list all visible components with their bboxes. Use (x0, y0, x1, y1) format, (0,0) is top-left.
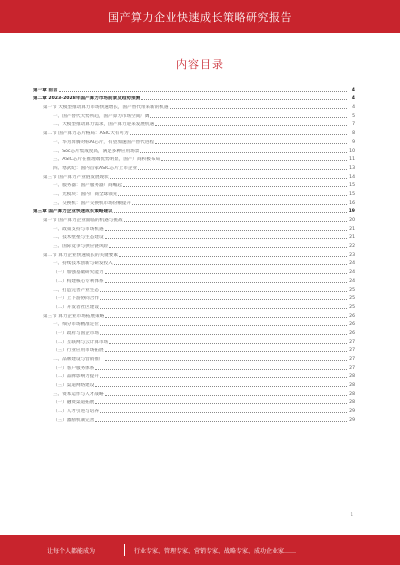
footer-bar (0, 535, 400, 565)
toc-entry-page: 15 (349, 191, 355, 197)
toc-leader-dots (123, 186, 347, 187)
toc-entry[interactable] (33, 319, 355, 328)
table-of-contents (33, 84, 355, 516)
toc-entry-title: 第二章 2023-2028年国产算力市场前景及趋势预测 (33, 96, 141, 102)
toc-entry[interactable] (33, 388, 355, 397)
toc-leader-dots (118, 195, 347, 196)
toc-entry-page: 24 (349, 261, 355, 267)
toc-entry-title: 三、国际竞争与供应链风险 (53, 244, 109, 250)
toc-entry[interactable] (33, 223, 355, 232)
toc-entry[interactable] (33, 171, 355, 180)
toc-leader-dots (170, 108, 348, 109)
toc-entry-title: （二）开发者社区建设 (53, 304, 99, 310)
toc-leader-dots (109, 343, 347, 344)
toc-leader-dots (100, 412, 347, 413)
toc-entry-page: 22 (349, 244, 355, 250)
toc-entry[interactable] (33, 249, 355, 258)
toc-entry-page: 4 (351, 96, 355, 102)
toc-entry-title: 第一章 前言 (33, 87, 58, 93)
toc-entry-title: 二、Soc芯片集成度高，满足多种应用场景 (53, 148, 140, 154)
toc-entry-title: 第一节 国产算力企业面临的机遇与挑战 (43, 218, 123, 223)
toc-entry[interactable] (33, 371, 355, 380)
toc-entry[interactable] (33, 84, 355, 93)
toc-leader-dots (59, 91, 347, 92)
toc-entry-page: 27 (349, 348, 355, 354)
toc-entry-title: 第一节 大模型推动算力市场快速增长，国产替代带来新的机遇 (43, 105, 169, 111)
toc-entry-title: 第二节 国产算力芯片格局：ASIC大有可为 (43, 131, 129, 137)
toc-entry[interactable] (33, 284, 355, 293)
toc-entry-page: 11 (349, 157, 355, 163)
toc-entry-page: 25 (349, 304, 355, 310)
toc-entry-page: 20 (349, 218, 355, 223)
toc-entry-page: 21 (349, 235, 355, 241)
toc-entry-title: 一、持续技术创新与研发投入 (53, 261, 113, 267)
toc-entry-page: 7 (352, 122, 355, 128)
toc-entry-title: （三）激励机制完善 (53, 417, 95, 423)
toc-entry-page: 8 (352, 131, 355, 137)
toc-leader-dots (124, 221, 347, 222)
toc-leader-dots (132, 204, 347, 205)
report-header-bar (0, 0, 400, 33)
toc-leader-dots (140, 152, 347, 153)
toc-entry-title: 三、交换机：国产交换机市场份额提升 (53, 200, 132, 206)
toc-entry-title: 一、国产替代大势所趋，国产算力市场空间广阔 (53, 113, 150, 119)
toc-leader-dots (100, 299, 347, 300)
toc-entry[interactable] (33, 214, 355, 223)
toc-entry[interactable] (33, 301, 355, 310)
toc-entry-title: 二、大模型推动算力需求，国产算力迎来发展机遇 (53, 122, 155, 128)
toc-leader-dots (105, 238, 347, 239)
toc-leader-dots (105, 282, 347, 283)
toc-entry[interactable] (33, 145, 355, 154)
toc-entry[interactable] (33, 414, 355, 423)
toc-entry[interactable] (33, 310, 355, 319)
toc-entry-page: 27 (349, 339, 355, 345)
toc-leader-dots (95, 386, 347, 387)
page-number: 1 (350, 512, 353, 517)
toc-entry-title: （二）构建核心专利体系 (53, 278, 104, 284)
toc-leader-dots (105, 360, 347, 361)
toc-entry-page: 27 (349, 365, 355, 371)
toc-entry[interactable] (33, 136, 355, 145)
toc-entry[interactable] (33, 206, 355, 215)
toc-leader-dots (105, 230, 347, 231)
toc-entry-title: （一）加强基础研究能力 (53, 270, 104, 276)
toc-leader-dots (100, 334, 347, 335)
footer-divider (124, 544, 125, 556)
toc-leader-dots (100, 308, 347, 309)
toc-leader-dots (155, 125, 347, 126)
toc-entry-title: 第三章 国产算力企业快速成长策略建议 (33, 209, 113, 215)
toc-entry-page: 27 (349, 357, 355, 362)
toc-entry-title: （二）互联网与云计算市场 (53, 339, 109, 345)
toc-leader-dots (155, 143, 347, 144)
toc-entry-title: 二、光模块：国内厂商全球领先 (53, 191, 118, 197)
toc-leader-dots (119, 256, 347, 257)
toc-leader-dots (95, 403, 347, 404)
toc-entry-page: 25 (349, 287, 355, 293)
toc-entry-page: 14 (349, 174, 355, 180)
toc-entry-title: （一）融资渠道拓展 (53, 400, 95, 406)
toc-leader-dots (114, 264, 347, 265)
toc-entry[interactable] (33, 397, 355, 406)
toc-entry-page: 29 (349, 417, 355, 423)
toc-entry[interactable] (33, 379, 355, 388)
toc-leader-dots (95, 369, 347, 370)
toc-entry[interactable] (33, 93, 355, 102)
toc-entry[interactable] (33, 119, 355, 128)
toc-entry-title: （一）客户服务体系 (53, 365, 95, 371)
toc-entry-title: （三）行业应用市场拓展 (53, 348, 104, 354)
toc-entry[interactable] (33, 258, 355, 267)
toc-entry-title: 四、寒武纪：国内首家ASIC芯片上市企业 (53, 165, 138, 171)
toc-entry-title: （二）品牌影响力提升 (53, 374, 99, 380)
toc-entry-page: 13 (349, 165, 355, 171)
toc-entry-page: 10 (349, 148, 355, 154)
toc-leader-dots (141, 99, 347, 100)
toc-entry-title: （三）渠道网络建设 (53, 383, 95, 389)
footer-slogan-right: 行业专家、管理专家、营销专家、战略专家、成功企业家…… (134, 548, 297, 555)
toc-entry-page: 4 (352, 105, 355, 111)
toc-entry-page: 16 (349, 200, 355, 206)
toc-entry-page: 4 (351, 87, 355, 93)
toc-entry-title: 一、华为昇腾对标AI芯片，有望加速国产替代进程 (53, 139, 154, 145)
toc-entry-page: 28 (349, 383, 355, 389)
toc-entry-title: 二、技术壁垒与生态建设 (53, 235, 104, 241)
toc-entry-page: 26 (349, 313, 355, 319)
toc-entry-title: 二、打造完善产业生态 (53, 287, 99, 293)
toc-entry-title: （一）政府与国企市场 (53, 330, 99, 336)
toc-entry-title: 第三节 国产算力产业链发展现状 (43, 174, 109, 180)
toc-entry-title: 第二节 算力企业快速成长的关键要素 (43, 252, 118, 258)
toc-entry-title: 三、资本运作与人才战略 (53, 391, 104, 397)
toc-leader-dots (100, 325, 347, 326)
toc-entry-page: 26 (349, 322, 355, 328)
toc-entry-page: 5 (352, 113, 355, 119)
toc-entry[interactable] (33, 293, 355, 302)
toc-entry[interactable] (33, 240, 355, 249)
toc-leader-dots (105, 351, 347, 352)
toc-leader-dots (109, 247, 347, 248)
toc-entry[interactable] (33, 154, 355, 163)
toc-entry[interactable] (33, 275, 355, 284)
toc-entry[interactable] (33, 162, 355, 171)
toc-leader-dots (150, 117, 347, 118)
toc-entry-page: 9 (352, 139, 355, 145)
toc-entry-page: 19 (348, 209, 355, 215)
toc-entry-page: 29 (349, 409, 355, 415)
footer-slogan-left: 让每个人都能成为 (47, 548, 96, 555)
toc-leader-dots (161, 160, 347, 161)
toc-entry[interactable] (33, 110, 355, 119)
toc-heading: 内容目录 (176, 58, 224, 71)
toc-leader-dots (95, 421, 347, 422)
toc-entry[interactable] (33, 362, 355, 371)
report-title: 国产算力企业快速成长策略研究报告 (108, 10, 292, 24)
toc-entry[interactable] (33, 345, 355, 354)
toc-entry-title: 一、政策支持与市场机遇 (53, 226, 104, 232)
toc-leader-dots (110, 178, 347, 179)
toc-entry-page: 28 (349, 391, 355, 397)
toc-entry-page: 24 (349, 278, 355, 284)
toc-entry[interactable] (33, 266, 355, 275)
toc-entry-title: 二、品牌建设与营销推广 (53, 357, 104, 362)
toc-leader-dots (100, 291, 347, 292)
toc-entry[interactable] (33, 188, 355, 197)
toc-entry-page: 25 (349, 296, 355, 302)
toc-leader-dots (105, 317, 347, 318)
toc-entry[interactable] (33, 197, 355, 206)
toc-leader-dots (114, 212, 347, 213)
toc-entry-title: 第三节 算力企业市场拓展策略 (43, 313, 105, 319)
toc-leader-dots (130, 134, 347, 135)
toc-entry[interactable] (33, 232, 355, 241)
toc-entry-page: 28 (349, 400, 355, 406)
toc-leader-dots (138, 169, 347, 170)
toc-entry-title: （一）上下游协同合作 (53, 296, 99, 302)
toc-leader-dots (105, 273, 347, 274)
toc-entry-title: 一、服务器：国产服务器厂商崛起 (53, 183, 122, 189)
toc-entry[interactable] (33, 180, 355, 189)
toc-entry[interactable] (33, 405, 355, 414)
toc-entry-page: 26 (349, 330, 355, 336)
toc-leader-dots (105, 395, 347, 396)
toc-entry[interactable] (33, 101, 355, 110)
toc-entry-title: 三、ASIC芯片在推理端优势明显，国产厂商积极布局 (53, 157, 161, 163)
toc-entry[interactable] (33, 353, 355, 362)
toc-leader-dots (100, 377, 347, 378)
toc-entry[interactable] (33, 336, 355, 345)
toc-entry-page: 15 (349, 183, 355, 189)
toc-entry-page: 28 (349, 374, 355, 380)
toc-entry-title: （二）人才引进与培养 (53, 409, 99, 415)
toc-entry[interactable] (33, 327, 355, 336)
toc-entry[interactable] (33, 127, 355, 136)
toc-entry-page: 23 (349, 252, 355, 258)
toc-entry-title: 一、细分市场精准定位 (53, 322, 99, 328)
toc-entry-page: 24 (349, 270, 355, 276)
toc-entry-page: 21 (349, 226, 355, 232)
